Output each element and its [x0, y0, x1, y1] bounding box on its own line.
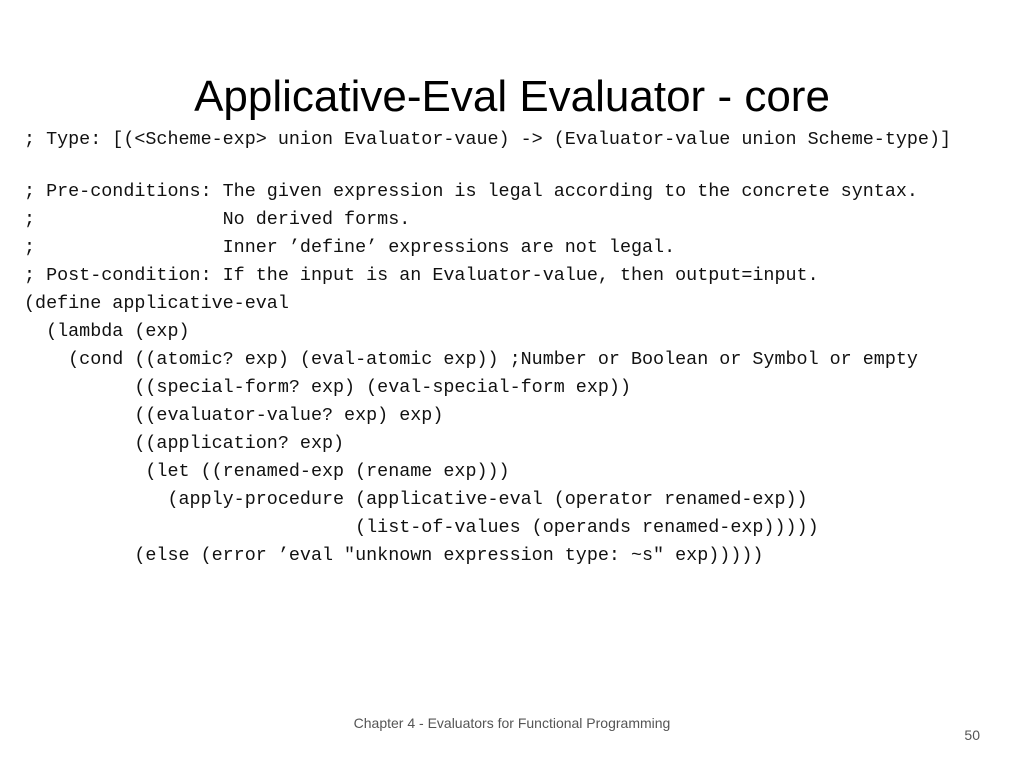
code-line-no-derived: ; No derived forms. [24, 209, 411, 230]
code-line-blank [24, 154, 1014, 178]
slide-footer: Chapter 4 - Evaluators for Functional Programming [353, 715, 671, 731]
code-line-list-of-values: (list-of-values (operands renamed-exp))))) [24, 517, 819, 538]
code-line-inner-define: ; Inner ’define’ expressions are not legal. [24, 237, 676, 258]
code-line-type: ; Type: [(<Scheme-exp> union Evaluator-vaue) -> (Evaluator-value union Scheme-type)] [24, 129, 952, 150]
code-line-lambda: (lambda (exp) [24, 321, 190, 342]
code-line-else: (else (error ’eval "unknown expression type: ~s" exp))))) [24, 545, 764, 566]
slide-page-number: 50 [964, 727, 980, 743]
code-line-let: (let ((renamed-exp (rename exp))) [24, 461, 510, 482]
code-line-preconditions: ; Pre-conditions: The given expression is legal according to the concrete syntax. [24, 181, 918, 202]
slide-title: Applicative-Eval Evaluator - core [194, 72, 830, 121]
code-block [24, 126, 1014, 570]
code-line-evaluator-value: ((evaluator-value? exp) exp) [24, 405, 444, 426]
code-line-cond-atomic: (cond ((atomic? exp) (eval-atomic exp)) ;Number or Boolean or Symbol or empty [24, 349, 918, 370]
code-line-apply-procedure: (apply-procedure (applicative-eval (operator renamed-exp)) [24, 489, 808, 510]
code-line-special-form: ((special-form? exp) (eval-special-form exp)) [24, 377, 631, 398]
code-line-define: (define applicative-eval [24, 293, 289, 314]
code-line-application: ((application? exp) [24, 433, 345, 454]
code-line-postcondition: ; Post-condition: If the input is an Evaluator-value, then output=input. [24, 265, 819, 286]
